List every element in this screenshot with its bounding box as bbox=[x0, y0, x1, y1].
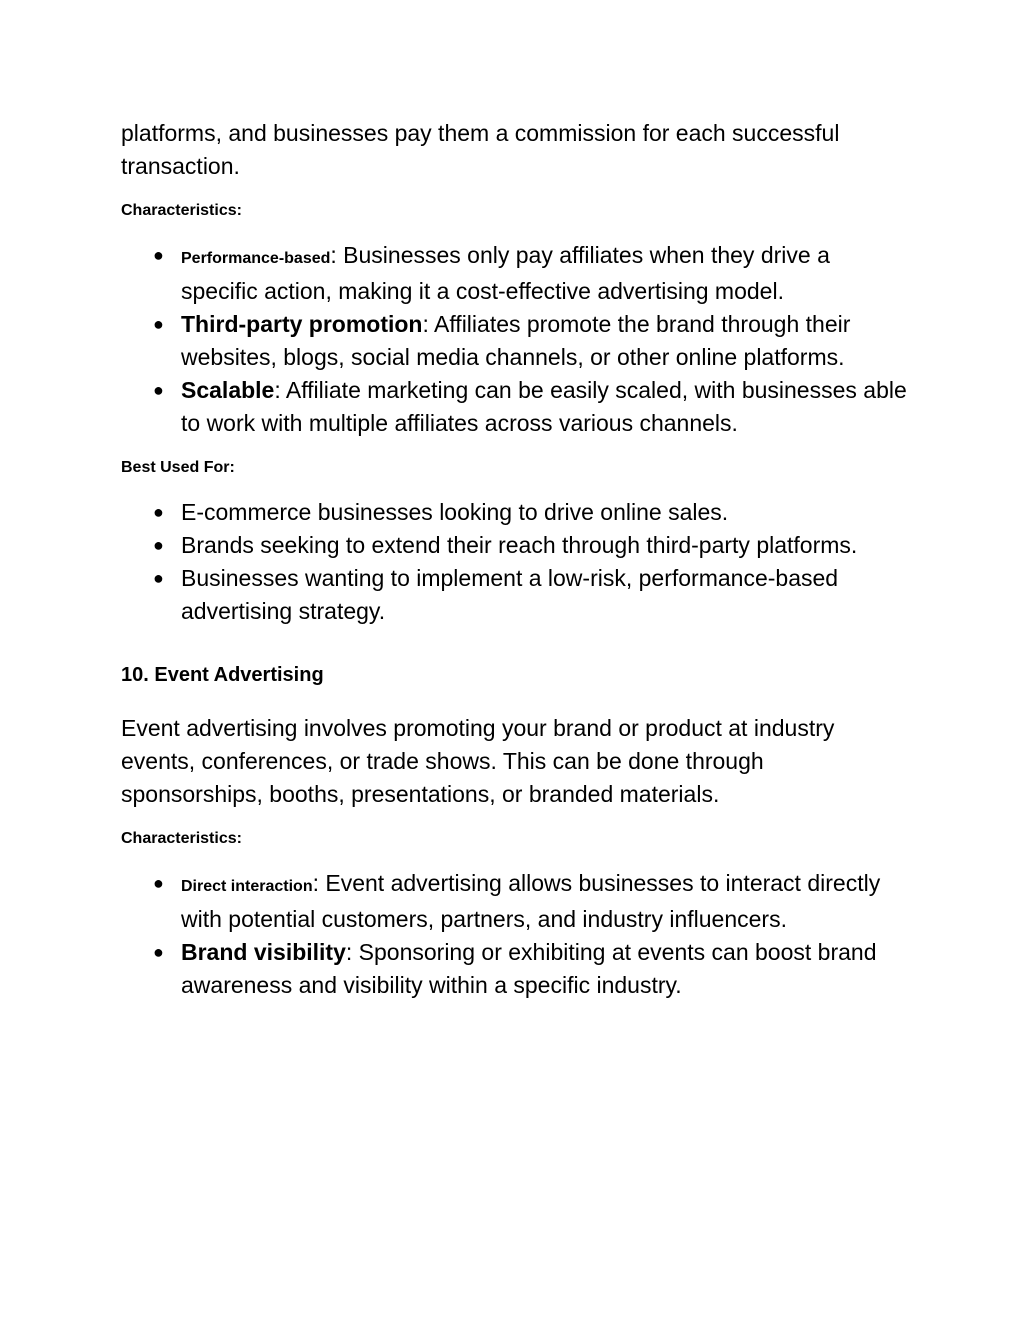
list-item bbox=[121, 374, 911, 440]
item-text: Businesses wanting to implement a low-risk, performance-based advertising strategy. bbox=[181, 565, 839, 624]
list-item bbox=[121, 936, 911, 1002]
bullet-icon: ● bbox=[153, 873, 164, 893]
bullet-icon: ● bbox=[153, 314, 164, 334]
item-text: Sponsoring or exhibiting at events can boost brand awareness and visibility within a specific industry. bbox=[181, 939, 877, 998]
bullet-icon: ● bbox=[153, 568, 164, 588]
list-item bbox=[121, 239, 911, 308]
term: Performance-based bbox=[181, 250, 331, 267]
term-separator: : bbox=[330, 242, 337, 268]
event-description: Event advertising involves promoting your brand or product at industry events, conferences, or trade shows. This can be done through sponsorships, booths, presentations, or branded materials. bbox=[121, 715, 835, 807]
document-page bbox=[121, 117, 911, 1002]
best-used-label: Best Used For: bbox=[121, 459, 235, 476]
item-text: Businesses only pay affiliates when they drive a specific action, making it a cost-effective advertising model. bbox=[181, 242, 830, 304]
section-heading: 10. Event Advertising bbox=[121, 664, 324, 686]
list-item bbox=[121, 867, 911, 936]
bullet-icon: ● bbox=[153, 245, 164, 265]
item-text: Brands seeking to extend their reach through third-party platforms. bbox=[181, 532, 858, 558]
item-text: Event advertising allows businesses to interact directly with potential customers, partners, and industry influencers. bbox=[181, 870, 881, 932]
term: Brand visibility bbox=[181, 939, 346, 965]
affiliate-characteristics-list bbox=[121, 239, 911, 440]
item-text: Affiliate marketing can be easily scaled, with businesses able to work with multiple affiliates across various channels. bbox=[181, 377, 907, 436]
term-separator: : bbox=[274, 377, 281, 403]
term-separator: : bbox=[312, 870, 319, 896]
term: Direct interaction bbox=[181, 878, 313, 895]
term-separator: : bbox=[422, 311, 429, 337]
term: Third-party promotion bbox=[181, 311, 423, 337]
item-text: Affiliates promote the brand through their websites, blogs, social media channels, or other online platforms. bbox=[181, 311, 851, 370]
term-separator: : bbox=[345, 939, 353, 965]
event-characteristics-label: Characteristics: bbox=[121, 830, 242, 847]
intro-continuation: platforms, and businesses pay them a commission for each successful transaction. bbox=[121, 120, 840, 179]
bullet-icon: ● bbox=[153, 380, 164, 400]
item-text: E-commerce businesses looking to drive online sales. bbox=[181, 499, 729, 525]
list-item bbox=[121, 308, 911, 374]
term: Scalable bbox=[181, 377, 275, 403]
list-item bbox=[121, 562, 911, 628]
affiliate-characteristics-label: Characteristics: bbox=[121, 202, 242, 219]
bullet-icon: ● bbox=[153, 942, 164, 962]
list-item bbox=[121, 496, 911, 529]
bullet-icon: ● bbox=[153, 502, 164, 522]
list-item bbox=[121, 529, 911, 562]
bullet-icon: ● bbox=[153, 535, 164, 555]
event-characteristics-list bbox=[121, 867, 911, 1002]
best-used-list bbox=[121, 496, 911, 628]
